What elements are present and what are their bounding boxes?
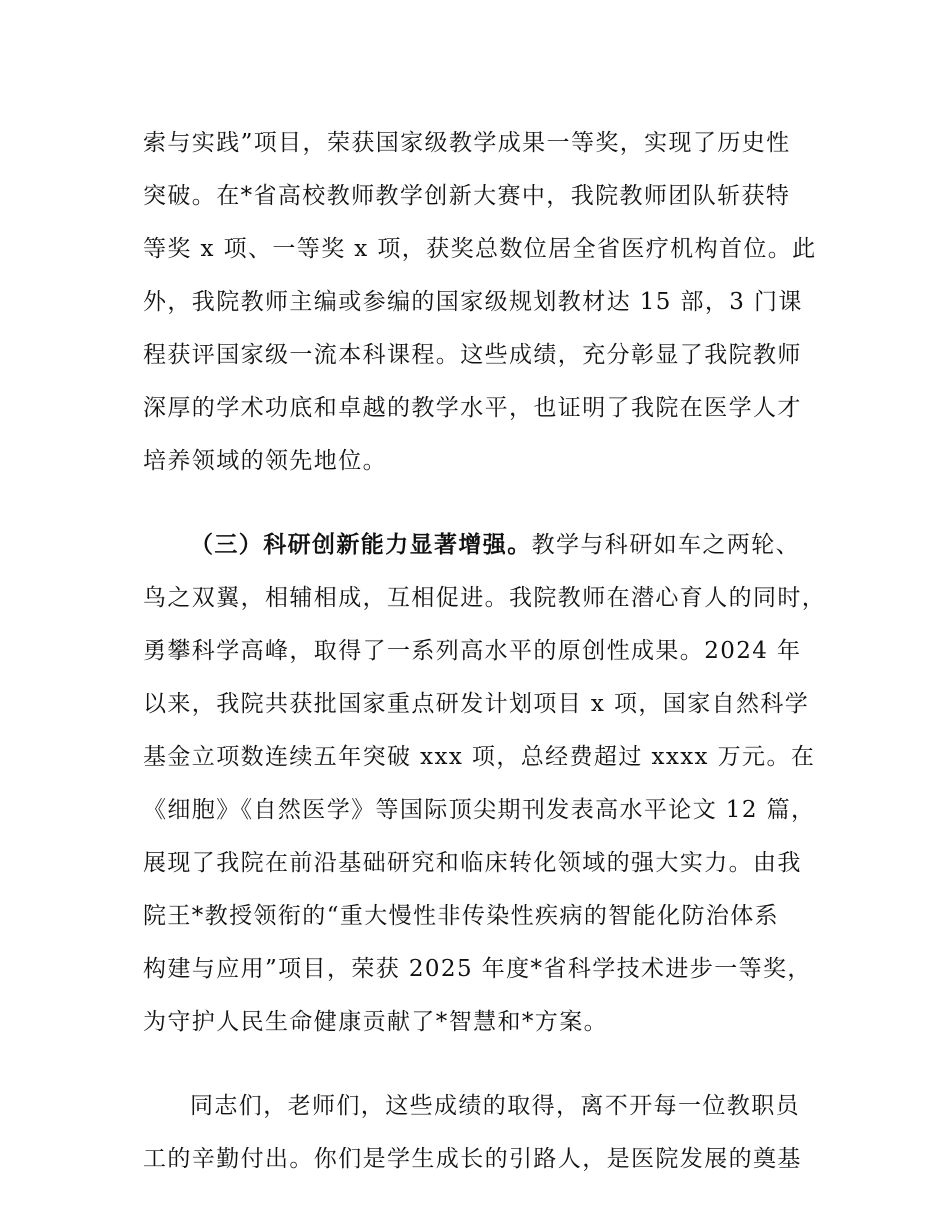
paragraph-text: 教学与科研如车之两轮、 — [531, 532, 801, 558]
paragraph-line: 勇攀科学高峰，取得了一系列高水平的原创性成果。2024 年 — [143, 638, 802, 664]
paragraph-line: 基金立项数连续五年突破 xxx 项，总经费超过 xxxx 万元。在 — [143, 744, 816, 770]
paragraph-line: 培养领域的领先地位。 — [143, 448, 387, 474]
paragraph-line: 鸟之双翼，相辅相成，互相促进。我院教师在潜心育人的同时， — [143, 585, 827, 611]
section-heading: （三）科研创新能力显著增强。 — [190, 531, 532, 558]
paragraph-line: 构建与应用”项目，荣获 2025 年度*省科学技术进步一等奖， — [143, 956, 812, 982]
section-heading-line — [190, 530, 800, 560]
paragraph-line: 外，我院教师主编或参编的国家级规划教材达 15 部，3 门课 — [143, 289, 803, 315]
paragraph-line: 展现了我院在前沿基础研究和临床转化领域的强大实力。由我 — [143, 850, 802, 876]
paragraph-line: 深厚的学术功底和卓越的教学水平，也证明了我院在医学人才 — [143, 395, 802, 421]
paragraph-line: 为守护人民生命健康贡献了*智慧和*方案。 — [143, 1009, 608, 1035]
paragraph-line: 《细胞》《自然医学》等国际顶尖期刊发表高水平论文 12 篇， — [143, 797, 816, 823]
paragraph-line: 突破。在*省高校教师教学创新大赛中，我院教师团队斩获特 — [143, 183, 791, 209]
paragraph-line: 等奖 x 项、一等奖 x 项，获奖总数位居全省医疗机构首位。此 — [143, 236, 817, 262]
paragraph-line: 工的辛勤付出。你们是学生成长的引路人，是医院发展的奠基 — [143, 1146, 802, 1172]
paragraph-line: 以来，我院共获批国家重点研发计划项目 x 项，国家自然科学 — [143, 691, 810, 717]
paragraph-line: 同志们，老师们，这些成绩的取得，离不开每一位教职员 — [190, 1093, 800, 1119]
paragraph-line: 院王*教授领衔的“重大慢性非传染性疾病的智能化防治体系 — [143, 903, 780, 929]
paragraph-line: 程获评国家级一流本科课程。这些成绩，充分彰显了我院教师 — [143, 342, 802, 368]
paragraph-line: 索与实践”项目，荣获国家级教学成果一等奖，实现了历史性 — [143, 130, 791, 156]
